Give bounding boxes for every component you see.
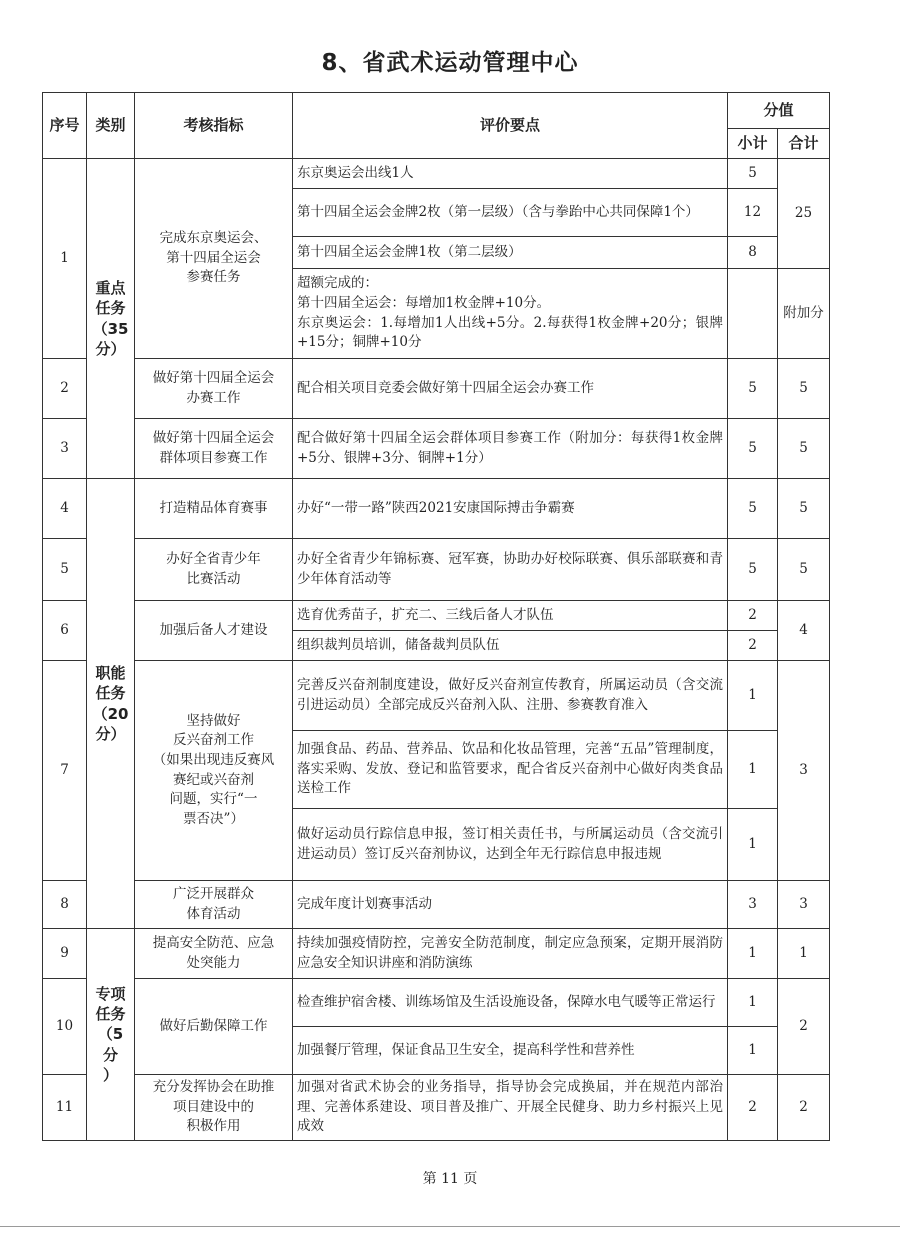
row-subtotal: 8 (728, 237, 778, 269)
row-point: 东京奥运会出线1人 (293, 159, 728, 189)
row-seq: 4 (43, 479, 87, 539)
header-category: 类别 (87, 93, 135, 159)
row-subtotal: 2 (728, 1075, 778, 1141)
row-total: 2 (778, 979, 830, 1075)
row-subtotal: 5 (728, 479, 778, 539)
table-row (43, 661, 830, 731)
row-subtotal: 1 (728, 929, 778, 979)
row-total: 1 (778, 929, 830, 979)
row-indicator: 广泛开展群众 体育活动 (135, 881, 293, 929)
header-score: 分值 (728, 93, 830, 129)
row-point: 完善反兴奋剂制度建设，做好反兴奋剂宣传教育，所属运动员（含交流引进运动员）全部完成反兴奋剂入队、注册、参赛教育准入 (293, 661, 728, 731)
header-indicator: 考核指标 (135, 93, 293, 159)
row-subtotal: 12 (728, 189, 778, 237)
row-subtotal: 2 (728, 631, 778, 661)
table-row (43, 881, 830, 929)
row-extra-points: 附加分 (778, 269, 830, 359)
category-key: 重点 任务 （35 分） (87, 159, 135, 479)
row-total: 5 (778, 479, 830, 539)
row-point: 加强餐厅管理，保证食品卫生安全，提高科学性和营养性 (293, 1027, 728, 1075)
row-seq: 8 (43, 881, 87, 929)
row-point: 加强食品、药品、营养品、饮品和化妆品管理，完善“五品”管理制度，落实采购、发放、登记和监管要求，配合省反兴奋剂中心做好肉类食品送检工作 (293, 731, 728, 809)
row-point: 做好运动员行踪信息申报，签订相关责任书，与所属运动员（含交流引进运动员）签订反兴奋剂协议，达到全年无行踪信息申报违规 (293, 809, 728, 881)
category-func: 职能 任务 （20 分） (87, 479, 135, 929)
row-point: 办好全省青少年锦标赛、冠军赛，协助办好校际联赛、俱乐部联赛和青少年体育活动等 (293, 539, 728, 601)
row-seq: 2 (43, 359, 87, 419)
row-subtotal: 1 (728, 809, 778, 881)
row-seq: 10 (43, 979, 87, 1075)
row-total: 5 (778, 419, 830, 479)
table-row (43, 419, 830, 479)
row-indicator: 做好后勤保障工作 (135, 979, 293, 1075)
row-total: 4 (778, 601, 830, 661)
row-seq: 11 (43, 1075, 87, 1141)
page-number: 第 11 页 (422, 1171, 478, 1187)
row-subtotal: 2 (728, 601, 778, 631)
row-point: 持续加强疫情防控，完善安全防范制度，制定应急预案，定期开展消防应急安全知识讲座和消防演练 (293, 929, 728, 979)
row-subtotal: 5 (728, 419, 778, 479)
row-seq: 5 (43, 539, 87, 601)
header-points: 评价要点 (293, 93, 728, 159)
row-indicator: 打造精品体育赛事 (135, 479, 293, 539)
row-point: 第十四届全运会金牌1枚（第二层级） (293, 237, 728, 269)
row-point: 组织裁判员培训，储备裁判员队伍 (293, 631, 728, 661)
row-point: 超额完成的： 第十四届全运会：每增加1枚金牌+10分。 东京奥运会：1.每增加1人出线+5分。2.每获得1枚金牌+20分；银牌+15分；铜牌+10分 (293, 269, 728, 359)
table-row (43, 601, 830, 631)
row-indicator: 提高安全防范、应急 处突能力 (135, 929, 293, 979)
row-subtotal: 5 (728, 159, 778, 189)
row-total: 2 (778, 1075, 830, 1141)
row-point: 配合做好第十四届全运会群体项目参赛工作（附加分：每获得1枚金牌+5分、银牌+3分、铜牌+1分） (293, 419, 728, 479)
row-indicator: 坚持做好 反兴奋剂工作 （如果出现违反赛风 赛纪或兴奋剂 问题，实行“一 票否决”） (135, 661, 293, 881)
table-row (43, 159, 830, 189)
row-total: 5 (778, 539, 830, 601)
row-subtotal: 1 (728, 731, 778, 809)
row-indicator: 完成东京奥运会、 第十四届全运会 参赛任务 (135, 159, 293, 359)
row-subtotal: 3 (728, 881, 778, 929)
row-seq: 9 (43, 929, 87, 979)
table-row (43, 979, 830, 1027)
row-subtotal: 1 (728, 661, 778, 731)
row-point: 办好“一带一路”陕西2021安康国际搏击争霸赛 (293, 479, 728, 539)
row-point: 加强对省武术协会的业务指导，指导协会完成换届，并在规范内部治理、完善体系建设、项目普及推广、开展全民健身、助力乡村振兴上见成效 (293, 1075, 728, 1141)
table-row (43, 929, 830, 979)
row-point: 选育优秀苗子，扩充二、三线后备人才队伍 (293, 601, 728, 631)
row-total: 3 (778, 661, 830, 881)
table-row (43, 359, 830, 419)
table-row (43, 539, 830, 601)
page-title: 8、省武术运动管理中心 (321, 50, 579, 76)
row-subtotal: 5 (728, 539, 778, 601)
row-seq: 3 (43, 419, 87, 479)
row-indicator: 办好全省青少年 比赛活动 (135, 539, 293, 601)
table-row (43, 479, 830, 539)
header-subtotal: 小计 (728, 129, 778, 159)
table-row (43, 1075, 830, 1141)
row-subtotal (728, 269, 778, 359)
header-seq: 序号 (43, 93, 87, 159)
row-total: 5 (778, 359, 830, 419)
row-seq: 6 (43, 601, 87, 661)
category-special: 专项 任务 （5分 ） (87, 929, 135, 1141)
row-subtotal: 1 (728, 1027, 778, 1075)
row-seq: 7 (43, 661, 87, 881)
row-point: 完成年度计划赛事活动 (293, 881, 728, 929)
row-point: 检查维护宿舍楼、训练场馆及生活设施设备，保障水电气暖等正常运行 (293, 979, 728, 1027)
row-subtotal: 1 (728, 979, 778, 1027)
row-indicator: 做好第十四届全运会 办赛工作 (135, 359, 293, 419)
row-indicator: 充分发挥协会在助推 项目建设中的 积极作用 (135, 1075, 293, 1141)
row-subtotal: 5 (728, 359, 778, 419)
row-indicator: 做好第十四届全运会 群体项目参赛工作 (135, 419, 293, 479)
row-point: 配合相关项目竞委会做好第十四届全运会办赛工作 (293, 359, 728, 419)
row-indicator: 加强后备人才建设 (135, 601, 293, 661)
header-total: 合计 (778, 129, 830, 159)
row-point: 第十四届全运会金牌2枚（第一层级）（含与拳跆中心共同保障1个） (293, 189, 728, 237)
row-seq: 1 (43, 159, 87, 359)
scan-edge-divider (0, 1226, 900, 1227)
row-total: 25 (778, 159, 830, 269)
row-total: 3 (778, 881, 830, 929)
assessment-table (42, 92, 830, 1141)
